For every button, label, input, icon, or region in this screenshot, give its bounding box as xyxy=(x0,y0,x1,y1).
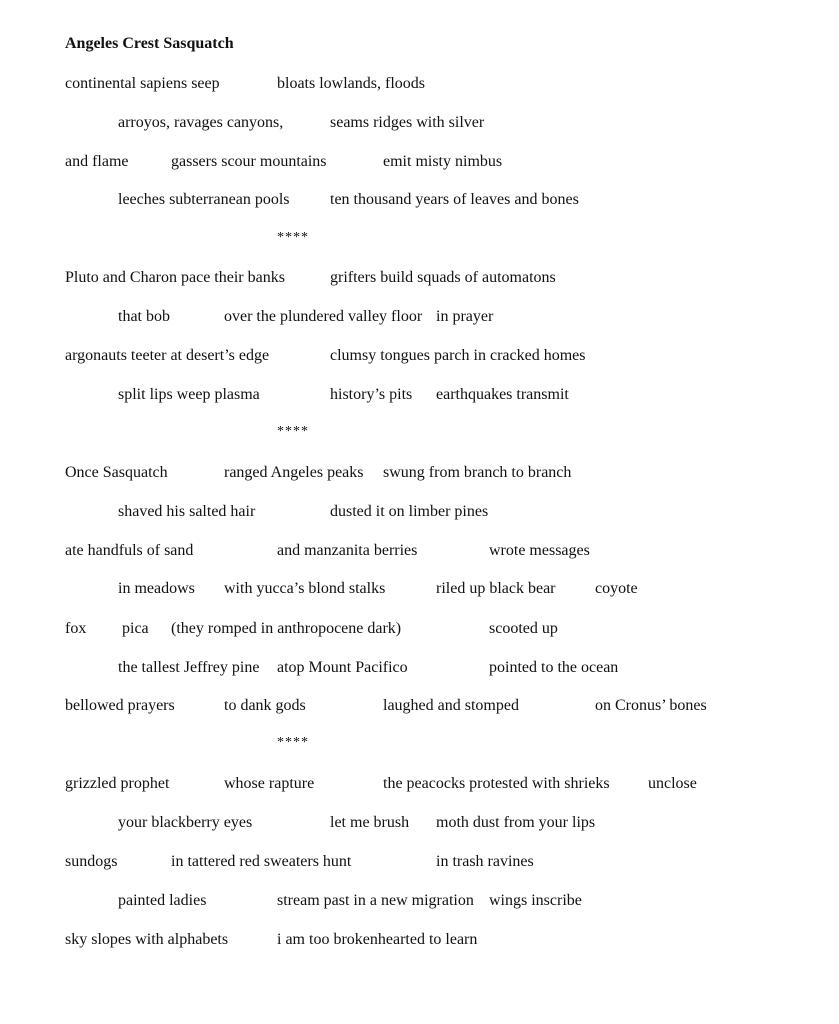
line-segment: fox xyxy=(65,620,87,637)
line-segment: atop Mount Pacifico xyxy=(277,659,408,676)
line-segment: let me brush xyxy=(330,814,410,831)
line-segment: over the plundered valley floor xyxy=(224,308,423,325)
poem-line xyxy=(0,930,839,954)
poem-line xyxy=(0,346,839,370)
poem-line xyxy=(0,852,839,876)
line-segment: laughed and stomped xyxy=(383,697,519,714)
line-segment: emit misty nimbus xyxy=(383,153,503,170)
line-segment: your blackberry eyes xyxy=(118,814,253,831)
line-segment: pica xyxy=(122,620,149,637)
line-segment: history’s pits xyxy=(330,386,413,403)
poem-line xyxy=(0,541,839,565)
line-segment: earthquakes transmit xyxy=(436,386,569,403)
line-segment: in meadows xyxy=(118,580,195,597)
line-segment: gassers scour mountains xyxy=(171,153,327,170)
line-segment: i am too brokenhearted to learn xyxy=(277,931,478,948)
line-segment: ate handfuls of sand xyxy=(65,542,194,559)
poem-line xyxy=(0,74,839,98)
line-segment: argonauts teeter at desert’s edge xyxy=(65,347,270,364)
poem-line xyxy=(0,813,839,837)
poem-line xyxy=(0,891,839,915)
poem-line xyxy=(0,113,839,137)
line-segment: and manzanita berries xyxy=(277,542,418,559)
line-segment: Once Sasquatch xyxy=(65,464,168,481)
line-segment: to dank gods xyxy=(224,697,306,714)
line-segment: with yucca’s blond stalks xyxy=(224,580,386,597)
line-segment: painted ladies xyxy=(118,892,207,909)
line-segment: unclose xyxy=(648,775,697,792)
line-segment: dusted it on limber pines xyxy=(330,503,489,520)
line-segment: Pluto and Charon pace their banks xyxy=(65,269,285,286)
poem-line xyxy=(0,463,839,487)
line-segment: seams ridges with silver xyxy=(330,114,485,131)
line-segment: the tallest Jeffrey pine xyxy=(118,659,260,676)
poem-line xyxy=(0,268,839,292)
line-segment: sundogs xyxy=(65,853,118,870)
line-segment: (they romped in anthropocene dark) xyxy=(171,620,402,637)
poem-line xyxy=(0,619,839,643)
line-segment: clumsy tongues parch in cracked homes xyxy=(330,347,586,364)
section-separator: **** xyxy=(277,424,309,439)
line-segment: grifters build squads of automatons xyxy=(330,269,556,286)
poem-line xyxy=(0,696,839,720)
line-segment: in prayer xyxy=(436,308,494,325)
line-segment: scooted up xyxy=(489,620,558,637)
line-segment: sky slopes with alphabets xyxy=(65,931,229,948)
line-segment: moth dust from your lips xyxy=(436,814,596,831)
line-segment: wrote messages xyxy=(489,542,590,559)
line-segment: the peacocks protested with shrieks xyxy=(383,775,610,792)
poem-title: Angeles Crest Sasquatch xyxy=(65,35,234,52)
line-segment: in trash ravines xyxy=(436,853,534,870)
line-segment: bellowed prayers xyxy=(65,697,175,714)
line-segment: leeches subterranean pools xyxy=(118,191,290,208)
line-segment: bloats lowlands, floods xyxy=(277,75,425,92)
line-segment: split lips weep plasma xyxy=(118,386,260,403)
poem-line xyxy=(0,579,839,603)
line-segment: in tattered red sweaters hunt xyxy=(171,853,352,870)
line-segment: and flame xyxy=(65,153,129,170)
line-segment: grizzled prophet xyxy=(65,775,170,792)
poem-line xyxy=(0,190,839,214)
poem-line xyxy=(0,307,839,331)
line-segment: coyote xyxy=(595,580,638,597)
poem-line xyxy=(0,152,839,176)
line-segment: pointed to the ocean xyxy=(489,659,619,676)
line-segment: ranged Angeles peaks xyxy=(224,464,364,481)
poem-line xyxy=(0,502,839,526)
poem-line xyxy=(0,385,839,409)
poem-line xyxy=(0,658,839,682)
poem-line xyxy=(0,774,839,798)
line-segment: stream past in a new migration xyxy=(277,892,474,909)
line-segment: whose rapture xyxy=(224,775,315,792)
section-separator: **** xyxy=(277,230,309,245)
line-segment: riled up black bear xyxy=(436,580,556,597)
line-segment: arroyos, ravages canyons, xyxy=(118,114,284,131)
line-segment: ten thousand years of leaves and bones xyxy=(330,191,579,208)
line-segment: that bob xyxy=(118,308,170,325)
line-segment: swung from branch to branch xyxy=(383,464,572,481)
line-segment: shaved his salted hair xyxy=(118,503,256,520)
section-separator: **** xyxy=(277,735,309,750)
line-segment: continental sapiens seep xyxy=(65,75,220,92)
line-segment: wings inscribe xyxy=(489,892,582,909)
line-segment: on Cronus’ bones xyxy=(595,697,707,714)
